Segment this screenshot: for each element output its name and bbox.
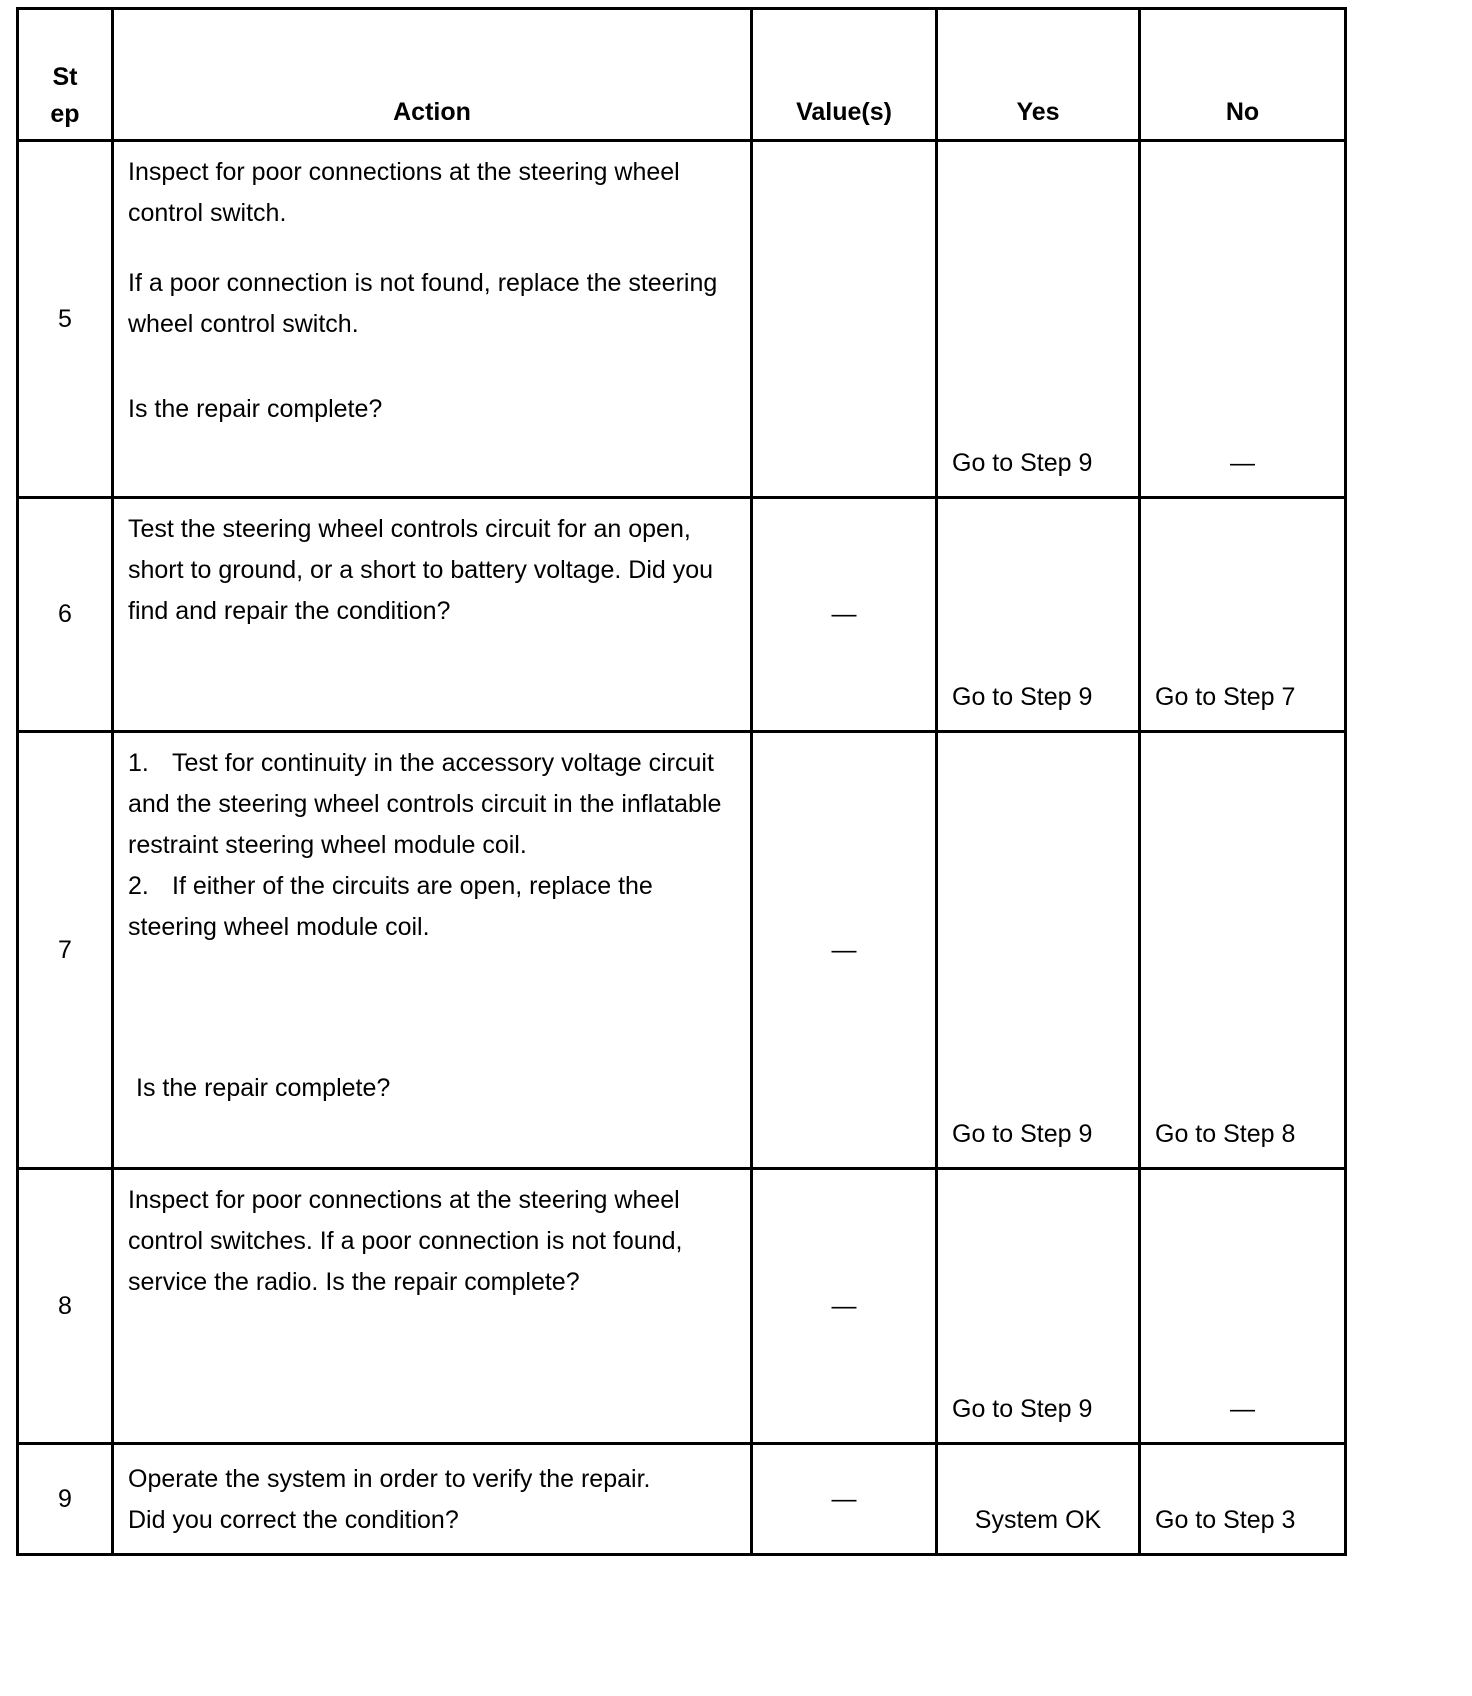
value-cell: —: [752, 1444, 937, 1555]
value-cell: [752, 141, 937, 498]
header-yes: Yes: [937, 9, 1140, 141]
header-values: Value(s): [752, 9, 937, 141]
list-item: [128, 866, 736, 948]
step-number: 9: [18, 1444, 113, 1555]
action-cell: [113, 141, 752, 498]
step-number: 5: [18, 141, 113, 498]
yes-cell: Go to Step 9: [937, 732, 1140, 1169]
header-row: [18, 9, 1346, 141]
step-number: 7: [18, 732, 113, 1169]
list-number: 1.: [128, 749, 149, 777]
header-step: [18, 9, 113, 141]
diagnostic-table: [16, 7, 1347, 1556]
header-no: No: [1140, 9, 1346, 141]
table-row: [18, 732, 1346, 1169]
no-cell: —: [1140, 141, 1346, 498]
no-cell: Go to Step 8: [1140, 732, 1346, 1169]
no-cell: Go to Step 7: [1140, 498, 1346, 732]
list-text: If either of the circuits are open, replace the steering wheel module coil.: [128, 872, 653, 941]
action-list: [128, 743, 736, 948]
no-cell: —: [1140, 1169, 1346, 1444]
yes-cell: Go to Step 9: [937, 1169, 1140, 1444]
action-text: Inspect for poor connections at the steering wheel control switch.: [128, 158, 680, 227]
action-text: Did you correct the condition?: [128, 1506, 459, 1534]
table-row: [18, 1169, 1346, 1444]
no-cell: Go to Step 3: [1140, 1444, 1346, 1555]
action-text: Inspect for poor connections at the steering wheel control switches. If a poor connection is not found, service the radio. Is the repair complete?: [128, 1186, 683, 1296]
table-row: [18, 498, 1346, 732]
step-number: 8: [18, 1169, 113, 1444]
list-item: [128, 743, 736, 866]
header-step-line2: ep: [50, 100, 80, 128]
action-cell: [113, 732, 752, 1169]
action-text: Operate the system in order to verify the repair.: [128, 1465, 651, 1493]
action-text: If a poor connection is not found, replace the steering wheel control switch.: [128, 269, 718, 338]
yes-cell: System OK: [937, 1444, 1140, 1555]
action-cell: [113, 1169, 752, 1444]
action-question: Is the repair complete?: [128, 395, 383, 423]
list-number: 2.: [128, 872, 149, 900]
value-cell: —: [752, 1169, 937, 1444]
yes-cell: Go to Step 9: [937, 141, 1140, 498]
list-text: Test for continuity in the accessory voltage circuit and the steering wheel controls circuit in the inflatable restraint steering wheel module coil.: [128, 749, 722, 859]
value-cell: —: [752, 732, 937, 1169]
action-question: Is the repair complete?: [136, 1074, 391, 1102]
header-step-line1: St: [52, 63, 78, 91]
table-row: [18, 141, 1346, 498]
step-number: 6: [18, 498, 113, 732]
header-action: Action: [113, 9, 752, 141]
value-cell: —: [752, 498, 937, 732]
action-cell: [113, 498, 752, 732]
table-row: [18, 1444, 1346, 1555]
yes-cell: Go to Step 9: [937, 498, 1140, 732]
action-cell: [113, 1444, 752, 1555]
action-text: Test the steering wheel controls circuit for an open, short to ground, or a short to battery voltage. Did you find and repair the condition?: [128, 515, 714, 625]
